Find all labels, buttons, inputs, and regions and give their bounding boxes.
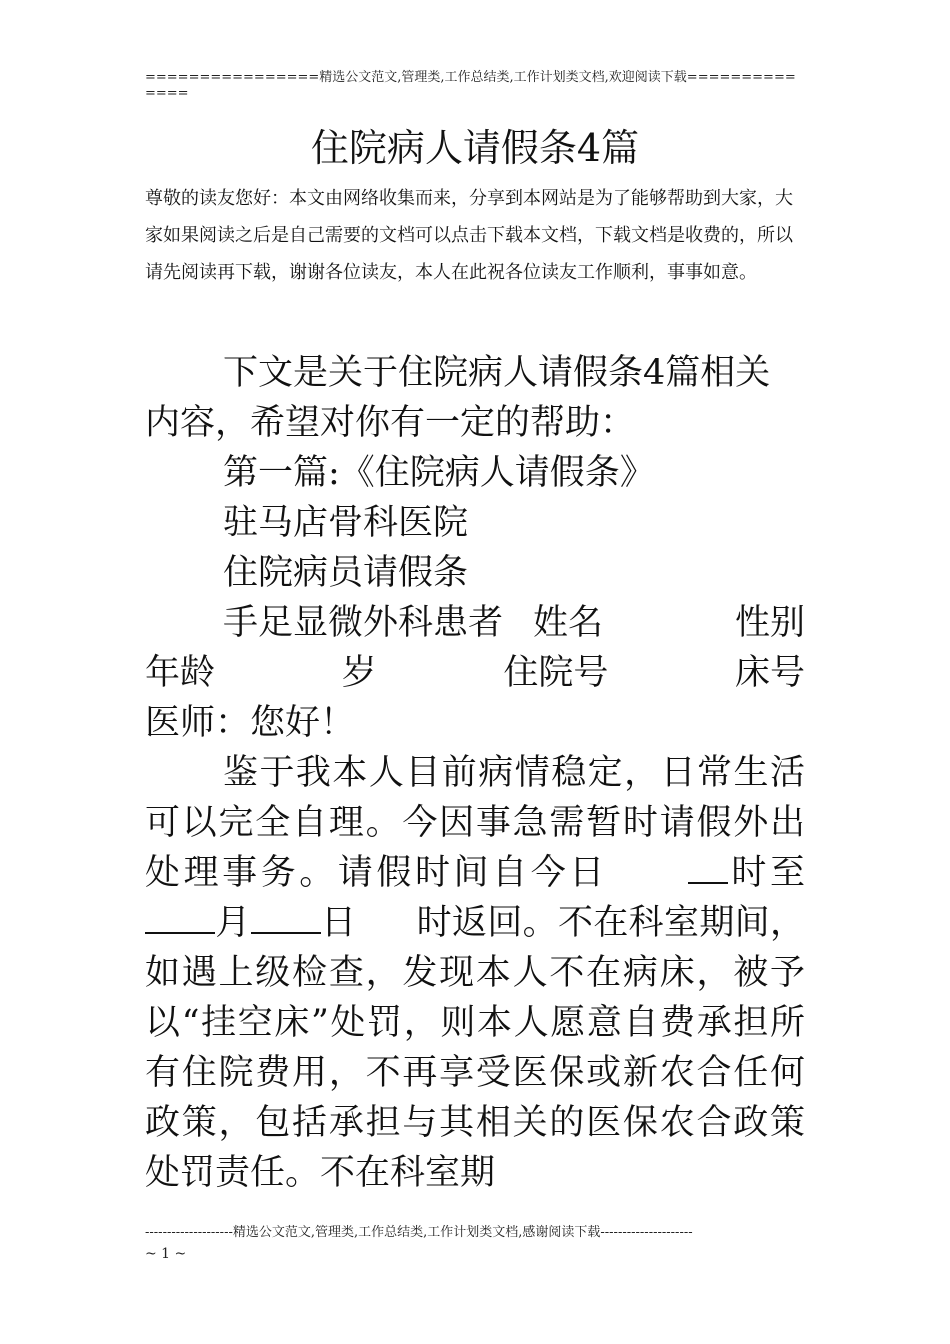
gender-label: 性别: [734, 603, 805, 643]
age-label: 年龄: [145, 653, 216, 693]
page-number: ~ 1 ~: [145, 1246, 187, 1262]
page-footer: --------------------精选公文范文,管理类,工作总结类,工作计划类文档,感谢阅读下载---------------------: [145, 1225, 693, 1240]
form-row-patient: [145, 598, 805, 648]
admission-number-label: 住院号: [503, 653, 609, 693]
section-heading: 第一篇:《住院病人请假条》: [223, 453, 655, 493]
month-blank: [145, 902, 215, 934]
body-text-start: 鉴于我本人目前病情稳定，日常生活可以完全自理。今因事急需暂时请假外出处理事务。请假时间自今日: [145, 753, 805, 893]
body-text-month: 月: [215, 903, 251, 943]
greeting: 医师：您好！: [145, 703, 356, 743]
department-label: 手足显微外科患者: [223, 603, 504, 643]
lead-paragraph: 下文是关于住院病人请假条4篇相关内容，希望对你有一定的帮助：: [145, 353, 771, 443]
page-header: ================精选公文范文,管理类,工作总结类,工作计划类文档,欢迎阅读下载==============: [145, 70, 796, 101]
form-row-details: [145, 648, 805, 698]
hour-blank: [688, 852, 728, 884]
body-text-rest: 时返回。不在科室期间，如遇上级检查，发现本人不在病床，被予以“挂空床”处罚，则本人愿意自费承担所有住院费用，不再享受医保或新农合任何政策，包括承担与其相关的医保农合政策处罚责任。不在科室期: [145, 903, 805, 1193]
document-title: 住院病人请假条4篇: [310, 126, 640, 170]
years-label: 岁: [341, 653, 377, 693]
document-body: [145, 348, 805, 1198]
name-label: 姓名: [533, 603, 604, 643]
form-title: 住院病员请假条: [223, 553, 469, 593]
body-paragraph: [145, 748, 805, 1198]
body-text-day: 日: [320, 903, 357, 943]
hospital-name: 驻马店骨科医院: [223, 503, 469, 543]
bed-number-label: 床号: [734, 653, 805, 693]
body-text-hour: 时至: [727, 853, 805, 893]
intro-paragraph: 尊敬的读友您好：本文由网络收集而来，分享到本网站是为了能够帮助到大家，大家如果阅读之后是自己需要的文档可以点击下载本文档，下载文档是收费的，所以请先阅读再下载，谢谢各位读友，本人在此祝各位读友工作顺利，事事如意。: [145, 188, 793, 283]
day-blank: [251, 902, 321, 934]
